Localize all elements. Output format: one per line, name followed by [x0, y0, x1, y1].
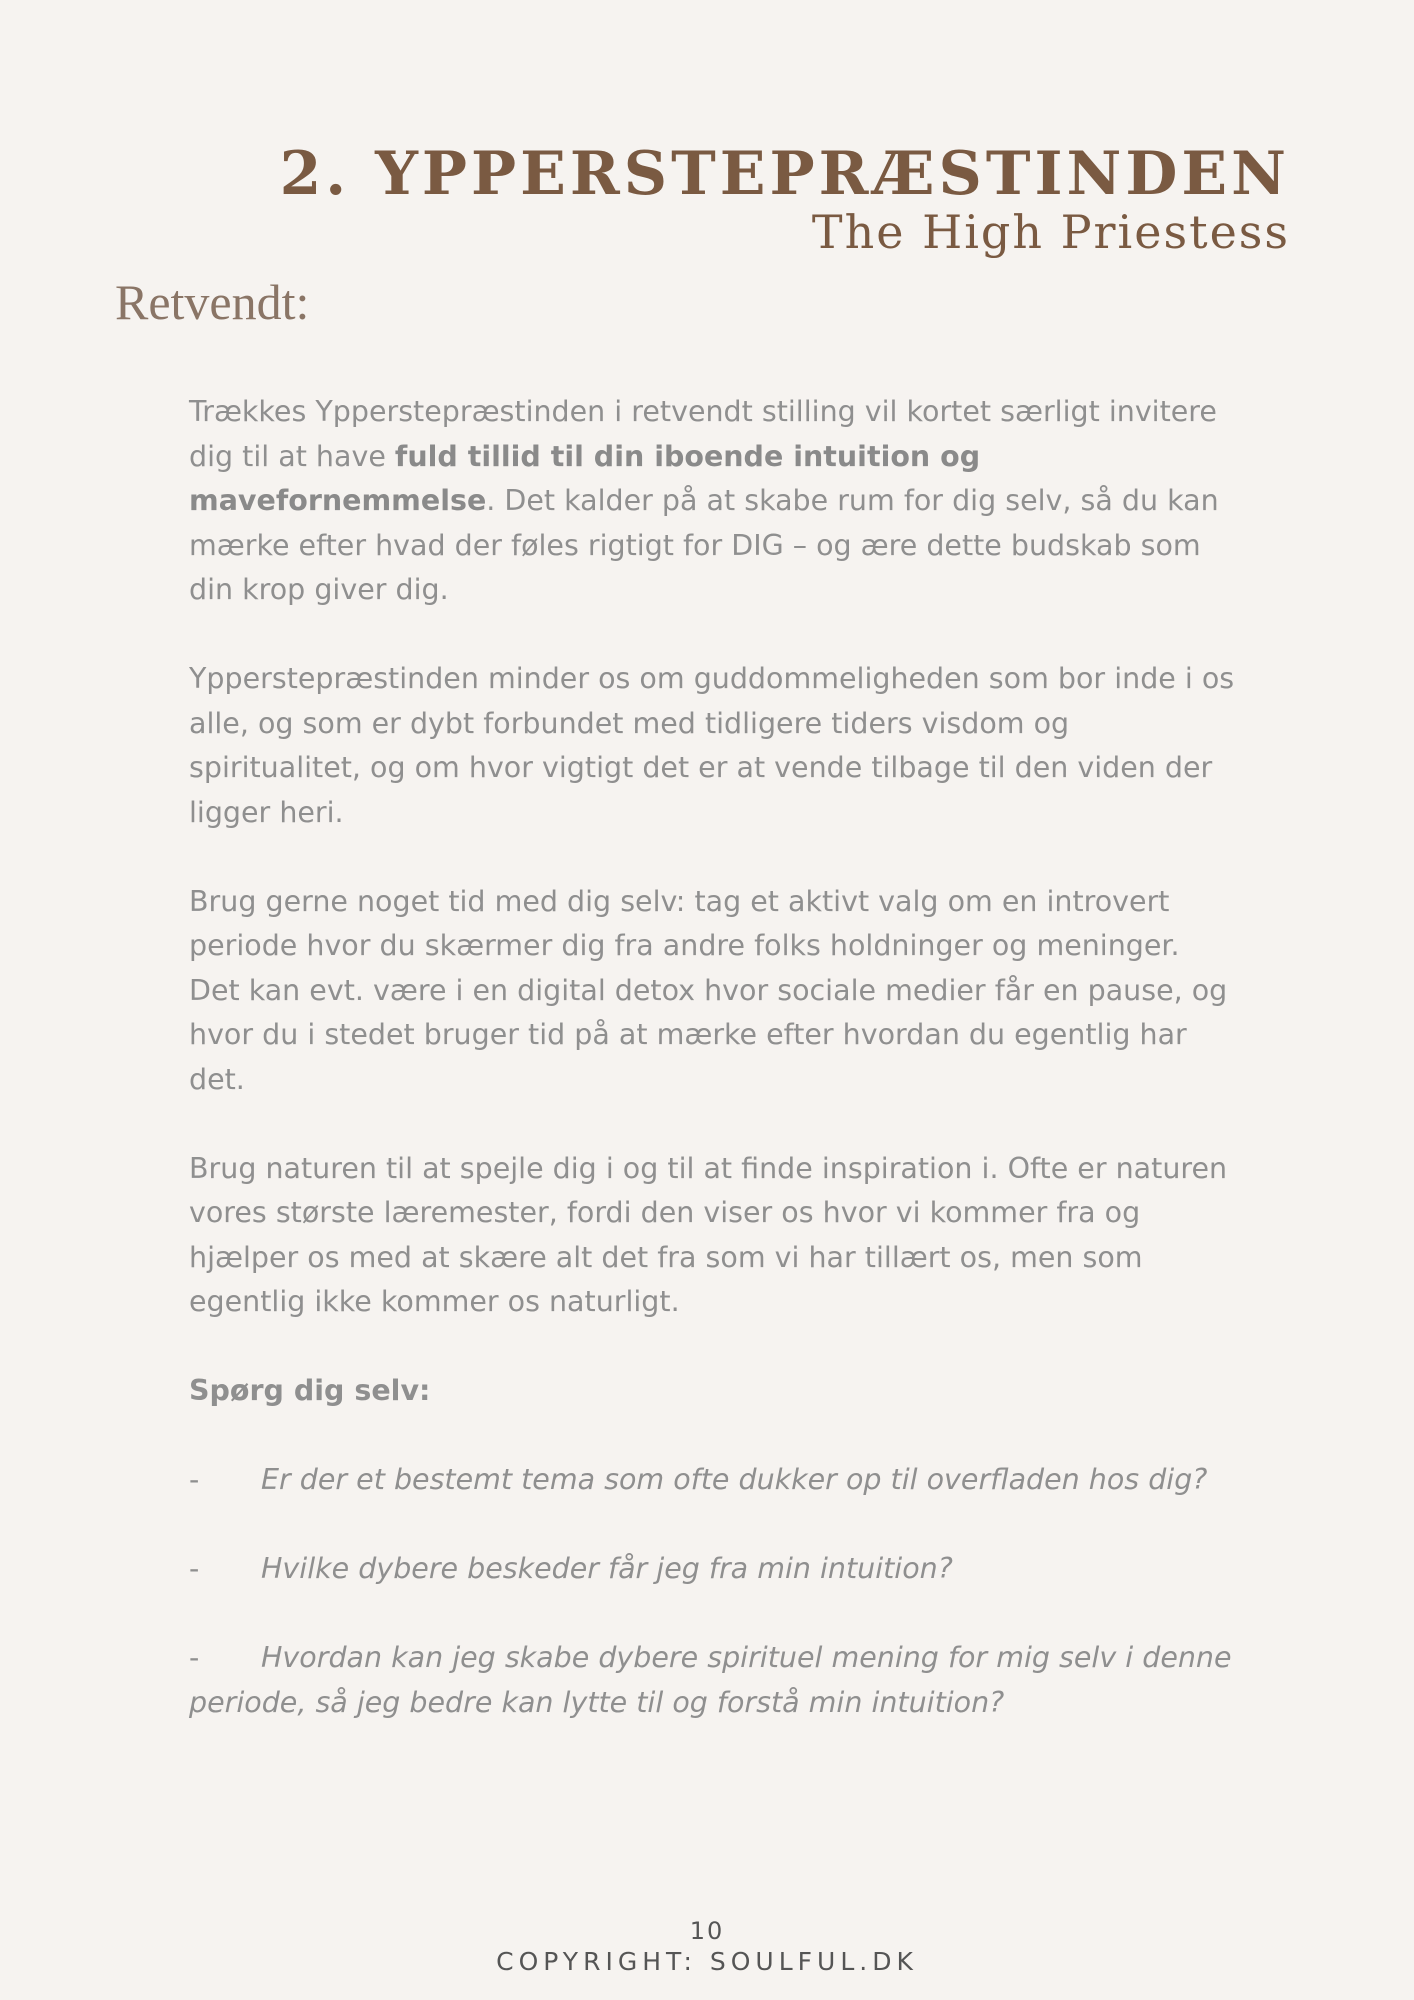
page-title: 2. YPPERSTEPRÆSTINDEN — [279, 139, 1290, 209]
question-dash: - — [189, 1463, 200, 1496]
page-header — [280, 138, 1290, 260]
paragraph-1-rest: . Det kalder på at skabe rum for dig selv, så du kan mærke efter hvad der føles rigtigt for DIG – og ære dette budskab som din krop giver dig. — [189, 484, 1219, 606]
question-item — [189, 1547, 1239, 1592]
section-heading: Retvendt: — [115, 274, 310, 330]
question-dash: - — [189, 1552, 200, 1585]
paragraph-4: Brug naturen til at spejle dig i og til at finde inspiration i. Ofte er naturen vores største læremester, fordi den viser os hvor vi kommer fra og hjælper os med at skære alt det fra som vi har tillært os, men som egentlig ikke kommer os naturligt. — [189, 1151, 1228, 1318]
page-subtitle: The High Priestess — [811, 205, 1290, 259]
questions-block — [189, 1369, 1239, 1725]
copyright-notice: COPYRIGHT: SOULFUL.DK — [496, 1947, 918, 1976]
paragraph-2: Ypperstepræstinden minder os om guddommeligheden som bor inde i os alle, og som er dybt forbundet med tidligere tiders visdom og spiritualitet, og om hvor vigtigt det er at vende tilbage til den viden der ligger heri. — [189, 662, 1235, 829]
paragraph-1 — [189, 390, 1239, 613]
question-text: Hvilke dybere beskeder får jeg fra min intuition? — [261, 1552, 953, 1585]
body-content — [189, 390, 1239, 1770]
question-item — [189, 1636, 1239, 1725]
paragraph-1-intro: Trækkes Ypperstepræstinden i retvendt stilling vil kortet særligt invitere dig til at have — [189, 395, 1217, 473]
paragraph-3: Brug gerne noget tid med dig selv: tag et aktivt valg om en introvert periode hvor du skærmer dig fra andre folks holdninger og meninger. Det kan evt. være i en digital detox hvor sociale medier får en pause, og hvor du i stedet bruger tid på at mærke efter hvordan du egentlig har det. — [189, 884, 1228, 1096]
question-item — [189, 1458, 1239, 1503]
paragraph-1-emphasis: fuld tillid til din iboende intuition og mavefornemmelse — [189, 439, 981, 517]
page-number: 10 — [689, 1917, 725, 1945]
question-text: Er der et bestemt tema som ofte dukker op til overfladen hos dig? — [261, 1463, 1208, 1496]
question-text: Hvordan kan jeg skabe dybere spirituel mening for mig selv i denne periode, så jeg bedre kan lytte til og forstå min intuition? — [189, 1641, 1232, 1719]
question-dash: - — [189, 1641, 200, 1674]
questions-label: Spørg dig selv: — [189, 1374, 431, 1407]
